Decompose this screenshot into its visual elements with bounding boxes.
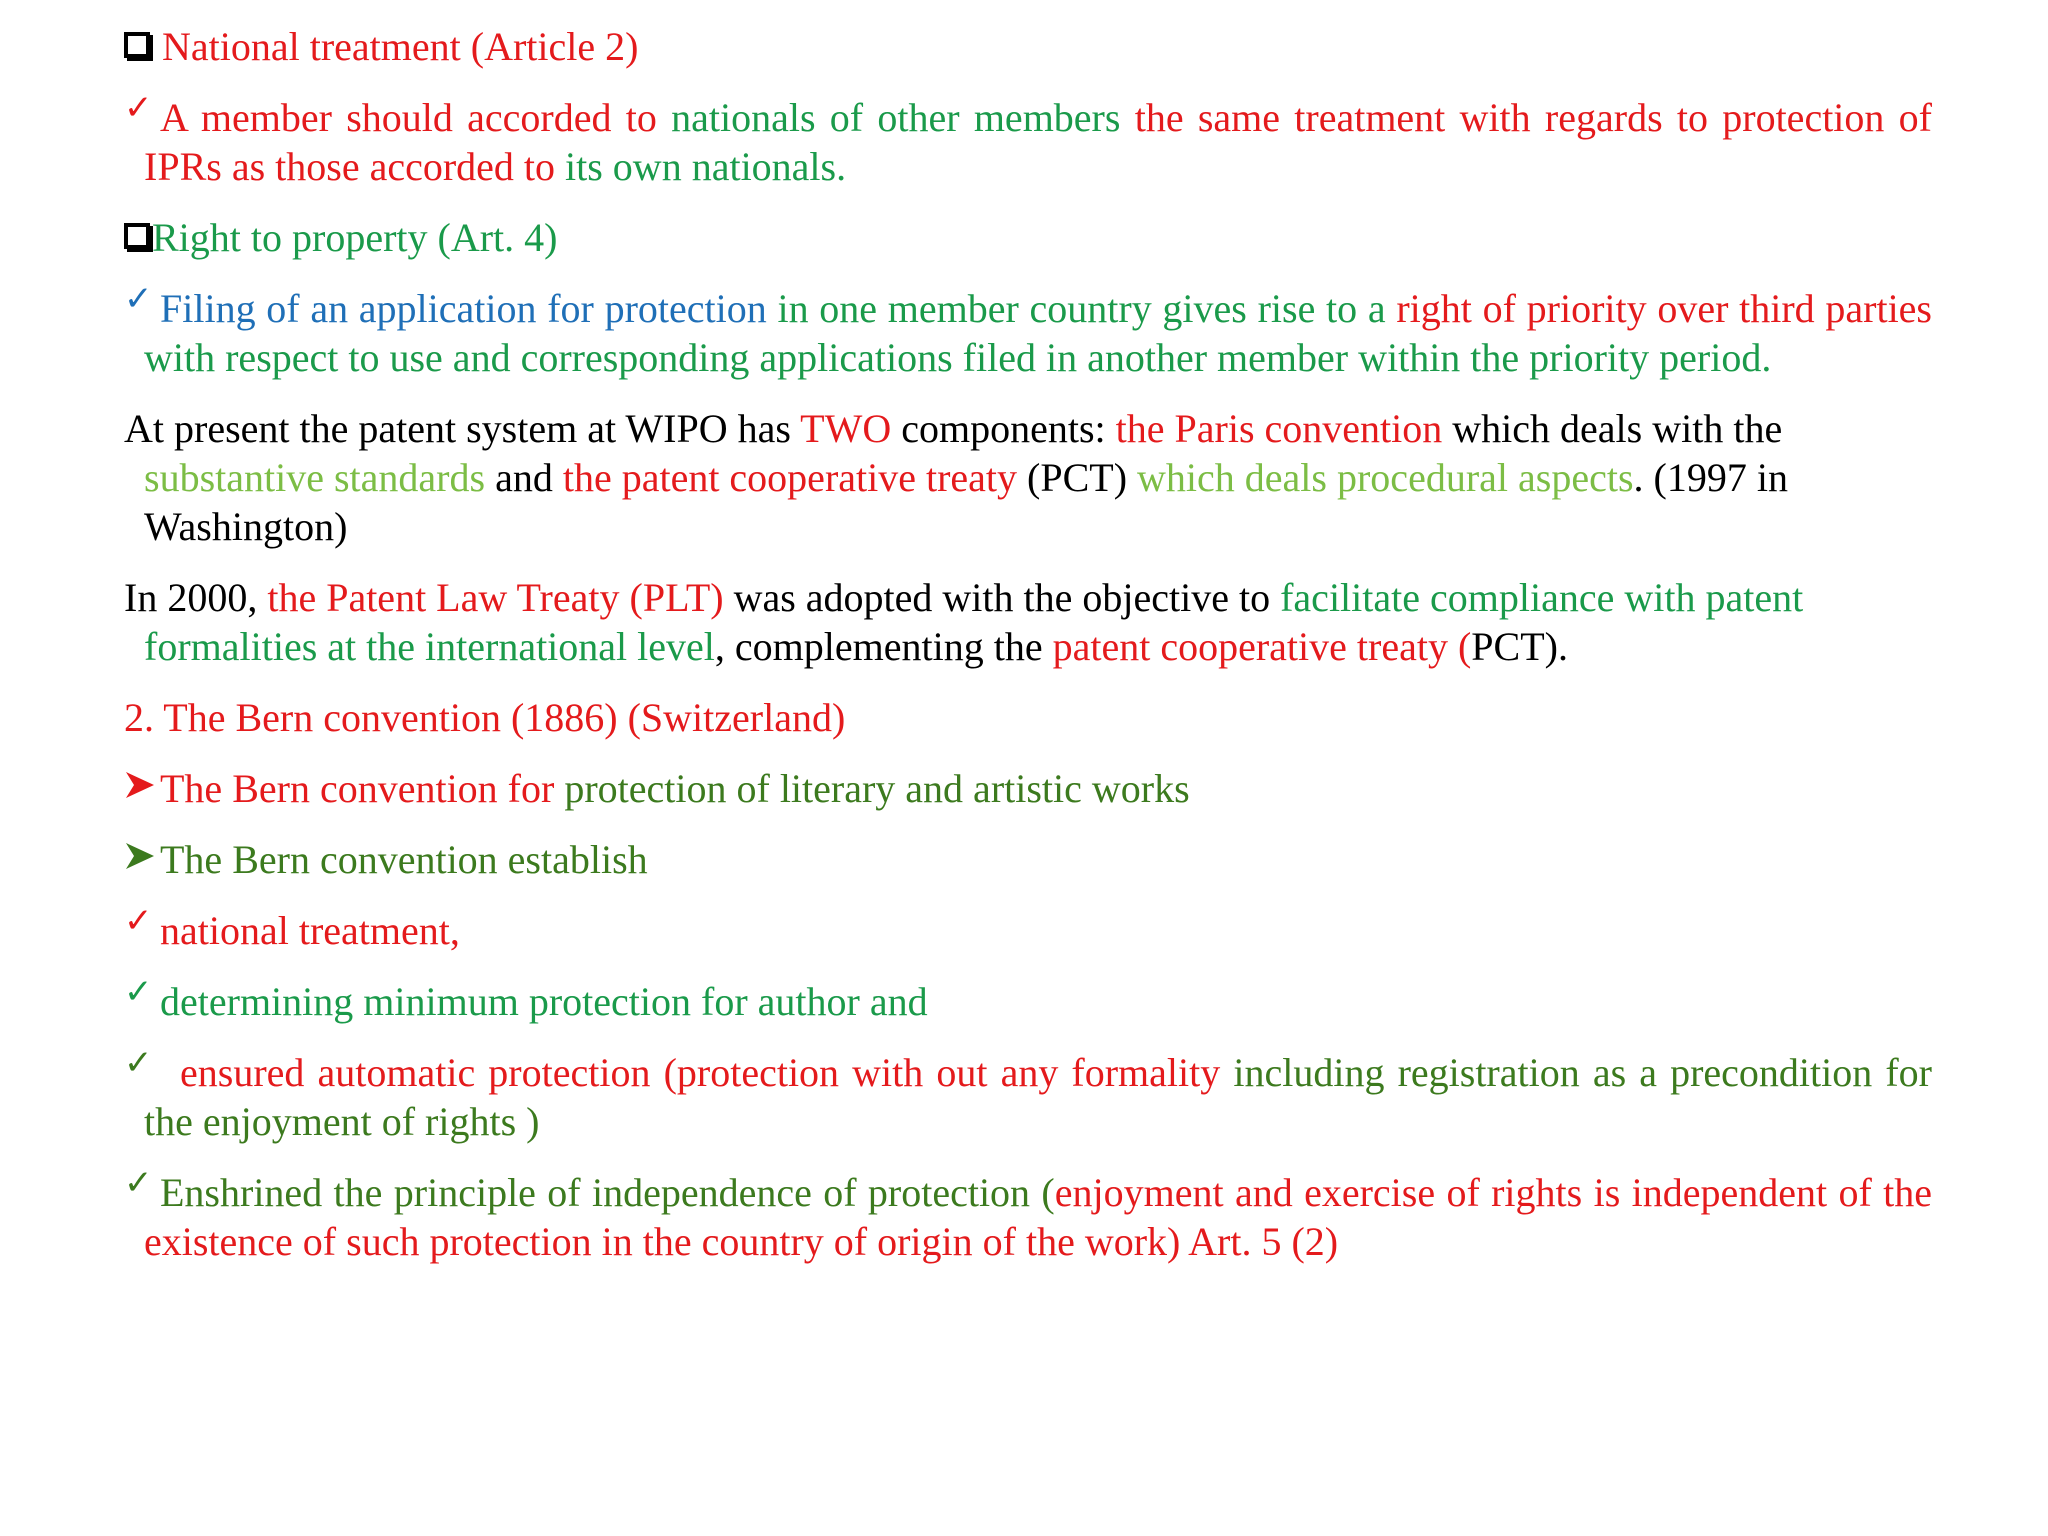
text-segment: was adopted with the objective to xyxy=(733,575,1281,620)
checkmark-bullet-icon: ✓ xyxy=(124,901,153,941)
paragraph xyxy=(124,279,1932,382)
text-segment: with respect to use and corresponding applications filed in another member within the priority period. xyxy=(144,335,1772,380)
square-bullet-icon xyxy=(124,223,150,249)
text-segment: ensured automatic protection (protection with out any formality xyxy=(180,1050,1234,1095)
text-segment: right of priority over third parties xyxy=(1396,286,1932,331)
text-segment: in one member country gives rise to a xyxy=(777,286,1397,331)
arrow-bullet-icon xyxy=(124,770,160,810)
checkmark-bullet-icon: ✓ xyxy=(124,1163,153,1203)
paragraph xyxy=(124,693,1932,742)
text-segment: The Bern convention establish xyxy=(160,837,648,882)
text-segment: and xyxy=(495,455,563,500)
text-segment: PCT). xyxy=(1471,624,1568,669)
text-segment: nationals of other members xyxy=(671,95,1135,140)
text-segment: enjoyment and exercise of rights is independent of the existence of such protection in the country of origin of the work) Art. 5 (2) xyxy=(144,1170,1933,1264)
text-segment: protection of literary and artistic works xyxy=(564,766,1190,811)
text-segment: Right to property (Art. 4) xyxy=(152,215,558,260)
paragraph xyxy=(124,573,1932,671)
paragraph xyxy=(124,972,1932,1026)
text-segment: including registration as a precondition for the enjoyment of rights ) xyxy=(144,1050,1933,1144)
paragraph xyxy=(124,901,1932,955)
text-segment: Filing of an application for protection xyxy=(160,286,778,331)
paragraph xyxy=(124,1043,1933,1146)
text-segment: (PCT) xyxy=(1027,455,1138,500)
slide-body xyxy=(124,22,1932,1288)
text-segment: substantive standards xyxy=(144,455,496,500)
text-segment: facilitate compliance with patent formalities at the international level xyxy=(144,575,1804,669)
text-segment: Enshrined the principle of independence of protection ( xyxy=(160,1170,1055,1215)
text-segment: the patent cooperative treaty xyxy=(562,455,1028,500)
text-segment: national treatment, xyxy=(160,908,460,953)
text-segment: TWO xyxy=(800,406,902,451)
text-segment: , complementing the xyxy=(714,624,1053,669)
text-segment: the Patent Law Treaty (PLT) xyxy=(267,575,734,620)
text-segment: which deals procedural aspects xyxy=(1137,455,1634,500)
text-segment: . (1997 in Washington) xyxy=(144,455,1788,549)
checkmark-bullet-icon: ✓ xyxy=(124,88,153,128)
text-segment: determining minimum protection for author and xyxy=(160,979,928,1024)
text-segment: National treatment (Article 2) xyxy=(162,24,639,69)
square-bullet-icon xyxy=(124,32,150,58)
checkmark-bullet-icon: ✓ xyxy=(124,972,153,1012)
text-segment: which deals with the xyxy=(1452,406,1783,451)
text-segment: the Paris convention xyxy=(1115,406,1453,451)
text-segment: 2. The Bern convention (1886) (Switzerland) xyxy=(124,695,846,740)
paragraph xyxy=(124,764,1932,813)
paragraph xyxy=(124,88,1932,191)
paragraph xyxy=(124,1163,1933,1266)
paragraph xyxy=(124,213,1932,262)
paragraph xyxy=(124,22,1932,71)
text-segment: The Bern convention for xyxy=(160,766,565,811)
checkmark-bullet-icon: ✓ xyxy=(124,1043,153,1083)
text-segment: the same treatment with regards to protection of IPRs as those accorded to xyxy=(144,95,1932,189)
text-segment: components: xyxy=(901,406,1116,451)
text-segment: its own nationals. xyxy=(565,144,847,189)
text-segment: A member should accorded to xyxy=(160,95,672,140)
text-segment: In 2000, xyxy=(124,575,268,620)
checkmark-bullet-icon: ✓ xyxy=(124,279,153,319)
text-segment: At present the patent system at WIPO has xyxy=(124,406,801,451)
paragraph xyxy=(124,835,1932,884)
paragraph xyxy=(124,404,1932,551)
arrow-bullet-icon xyxy=(124,841,160,881)
text-segment: patent cooperative treaty ( xyxy=(1052,624,1472,669)
